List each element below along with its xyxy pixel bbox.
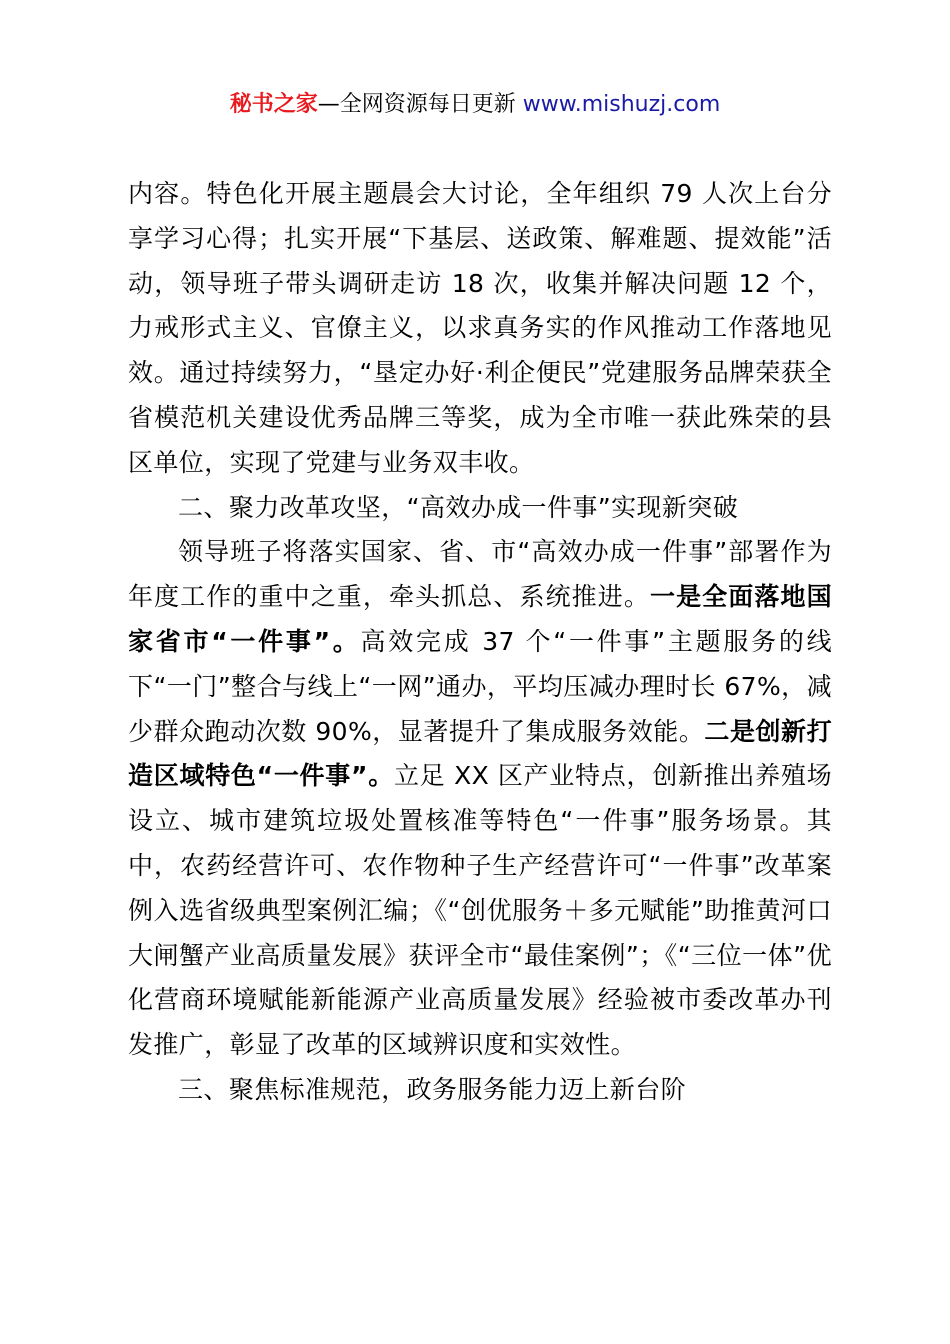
section-heading-2: 二、聚力改革攻坚，“高效办成一件事”实现新突破 [178,492,739,522]
reform-point-1-title: 一是全面落地国家省市“一件事”。 [128,582,832,656]
reform-intro: 领导班子将落实国家、省、市“高效办成一件事”部署作为年度工作的重中之重，牵头抓总、系统推进。 [128,537,832,612]
page-header [0,88,950,122]
brand-name: 秘书之家 [229,92,318,117]
reform-point-2-text: 立足 XX 区产业特点，创新推出养殖场设立、城市建筑垃圾处置核准等特色“一件事”服务场景。其中，农药经营许可、农作物种子生产经营许可“一件事”改革案例入选省级典型案例汇编；《“创优服务＋多元赋能”助推黄河口大闸蟹产业高质量发展》获评全市“最佳案例”；《“三位一体”优化营商环境赋能新能源产业高质量发展》经验被市委改革办刊发推广，彰显了改革的区域辨识度和实效性。 [128,761,833,1060]
header-tagline: —全网资源每日更新 [317,92,523,117]
section-heading-3: 三、聚焦标准规范，政务服务能力迈上新台阶 [178,1074,687,1104]
reform-point-1-text: 高效完成 37 个“一件事”主题服务的线下“一门”整合与线上“一网”通办，平均压减办理时长 67%，减少群众跑动次数 90%，显著提升了集成服务效能。 [128,626,832,746]
paragraph-reform [128,530,832,1068]
document-body [128,172,832,1113]
reform-point-2-title: 二是创新打造区域特色“一件事”。 [128,716,832,791]
paragraph-party-building: 内容。特色化开展主题晨会大讨论，全年组织 79 人次上台分享学习心得；扎实开展“下基层、送政策、解难题、提效能”活动，领导班子带头调研走访 18 次，收集并解决问题 12 个，力戒形式主义、官僚主义，以求真务实的作风推动工作落地见效。通过持续努力，“垦定办好·利企便民”党建服务品牌荣获全省模范机关建设优秀品牌三等奖，成为全市唯一获此殊荣的县区单位，实现了党建与业务双丰收。 [128,179,832,477]
header-url[interactable]: www.mishuzj.com [522,92,721,117]
